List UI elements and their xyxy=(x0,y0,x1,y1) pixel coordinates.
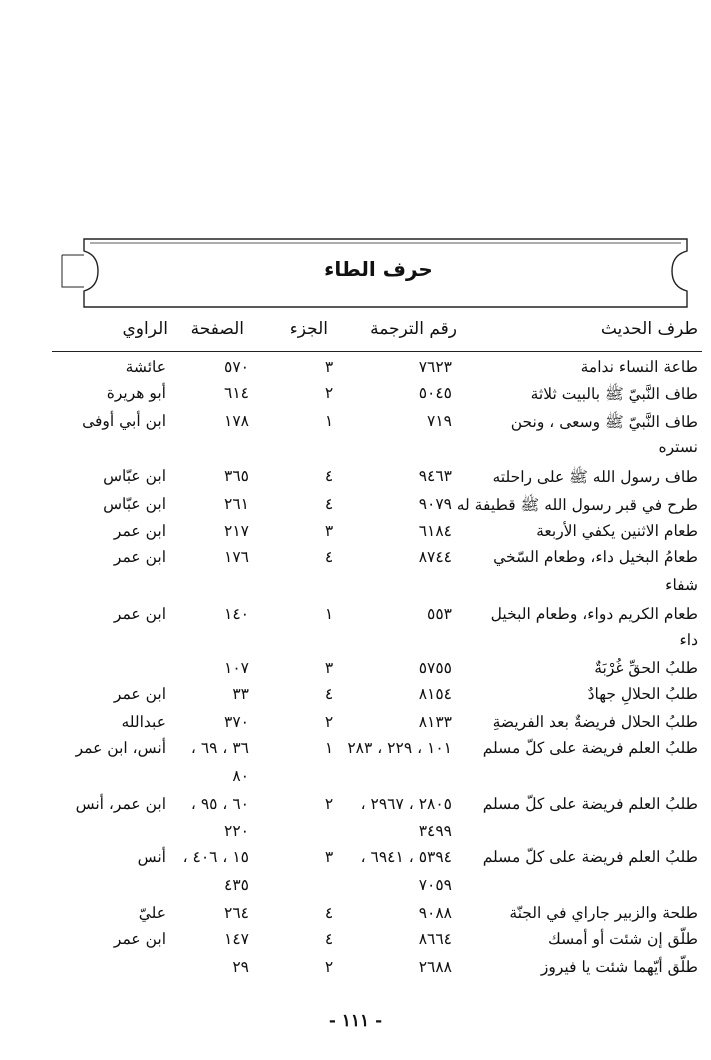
volume-number: ٤ xyxy=(324,685,334,703)
hadith-text: طعام الاثنين يكفي الأربعة xyxy=(536,522,698,540)
tarjama-number: ٩٠٧٩ xyxy=(418,495,452,513)
hadith-text-continued: داء xyxy=(679,631,698,649)
page-reference: ٢١٧ xyxy=(224,522,249,540)
narrator-name: ابن عمر، أنس xyxy=(75,795,166,813)
volume-number: ٣ xyxy=(324,659,334,677)
tarjama-number: ٧٦٢٣ xyxy=(418,358,452,376)
narrator-name: ابن عمر xyxy=(113,605,166,623)
tarjama-number: ٥٧٥٥ xyxy=(418,659,452,677)
narrator-name: ابن أبي أوفى xyxy=(82,412,166,430)
hadith-text: طلّق إن شئت أو أمسك xyxy=(548,930,698,948)
header-rule xyxy=(52,351,702,352)
volume-number: ٤ xyxy=(324,467,334,485)
page-reference: ١٧٦ xyxy=(224,548,249,566)
hadith-text: طلّق أيّهما شئت يا فيروز xyxy=(540,958,698,976)
tarjama-number: ٢٦٨٨ xyxy=(418,958,452,976)
tarjama-number: ٩٤٦٣ xyxy=(418,467,452,485)
volume-number: ٢ xyxy=(324,958,334,976)
narrator-name: ابن عبّاس xyxy=(103,495,166,513)
page-reference: ١٤٠ xyxy=(224,605,249,623)
narrator-name: ابن عمر xyxy=(113,930,166,948)
hadith-text: طعام الكريم دواء، وطعام البخيل xyxy=(490,605,698,623)
volume-number: ١ xyxy=(324,412,334,430)
header-rawi: الراوي xyxy=(122,319,168,339)
page-number: - ١١١ - xyxy=(328,1011,383,1031)
tarjama-number: ٩٠٨٨ xyxy=(418,904,452,922)
page-reference: ٣٦٥ xyxy=(224,467,249,485)
hadith-text: طلبُ الحقِّ غُرْبَةٌ xyxy=(594,659,698,677)
volume-number: ٢ xyxy=(324,795,334,813)
narrator-name: عبدالله xyxy=(121,713,166,731)
narrator-name: أنس، ابن عمر xyxy=(75,739,166,757)
tarjama-number: ٥٥٣ xyxy=(427,605,452,623)
narrator-name: ابن عبّاس xyxy=(103,467,166,485)
narrator-name: ابن عمر xyxy=(113,522,166,540)
tarjama-number: ٨١٣٣ xyxy=(418,713,452,731)
tarjama-number: ٥٣٩٤ ، ٦٩٤١ ، xyxy=(360,848,452,866)
narrator-name: عائشة xyxy=(125,358,166,376)
volume-number: ٢ xyxy=(324,384,334,402)
tarjama-number: ٨٧٤٤ xyxy=(418,548,452,566)
hadith-text: طاعة النساء ندامة xyxy=(580,358,698,376)
page-reference: ٣٧٠ xyxy=(224,713,249,731)
page-reference: ٣٣ xyxy=(232,685,249,703)
page-reference: ٣٦ ، ٦٩ ، xyxy=(190,739,249,757)
volume-number: ٣ xyxy=(324,848,334,866)
tarjama-number: ٨٦٦٤ xyxy=(418,930,452,948)
volume-number: ٤ xyxy=(324,495,334,513)
hadith-text: طرح في قبر رسول الله ﷺ قطيفة له xyxy=(456,496,698,514)
tarjama-number: ٦١٨٤ xyxy=(418,522,452,540)
header-tarjama: رقم الترجمة xyxy=(370,319,457,339)
page-reference: ١٠٧ xyxy=(224,659,249,677)
volume-number: ٤ xyxy=(324,930,334,948)
hadith-text: طلبُ العلم فريضة على كلّ مسلم xyxy=(482,848,698,866)
tarjama-number-continued: ٣٤٩٩ xyxy=(418,822,452,840)
page-reference: ١٤٧ xyxy=(224,930,249,948)
chapter-title: حرف الطاء xyxy=(324,257,433,281)
page-reference: ٦١٤ xyxy=(224,384,249,402)
narrator-name: أنس xyxy=(137,848,166,866)
hadith-text: طلحة والزبير جاراي في الجنّة xyxy=(509,904,698,922)
page-reference: ١٧٨ xyxy=(224,412,249,430)
volume-number: ١ xyxy=(324,605,334,623)
hadith-text: طاف النَّبيّ ﷺ بالبيت ثلاثة xyxy=(530,385,698,403)
tarjama-number: ٥٠٤٥ xyxy=(418,384,452,402)
volume-number: ٤ xyxy=(324,904,334,922)
hadith-text: طلبُ العلم فريضة على كلّ مسلم xyxy=(482,739,698,757)
narrator-name: عليّ xyxy=(138,904,166,922)
tarjama-number: ٢٨٠٥ ، ٢٩٦٧ ، xyxy=(360,795,452,813)
volume-number: ٣ xyxy=(324,522,334,540)
page-reference: ٢٦١ xyxy=(224,495,249,513)
narrator-name: ابن عمر xyxy=(113,685,166,703)
hadith-text: طعامُ البخيل داء، وطعام السّخي xyxy=(493,548,698,566)
page-reference-continued: ٢٢٠ xyxy=(224,822,249,840)
volume-number: ٤ xyxy=(324,548,334,566)
table-header xyxy=(52,315,700,349)
header-page: الصفحة xyxy=(190,319,244,339)
narrator-name: ابن عمر xyxy=(113,548,166,566)
hadith-text-continued: نستره xyxy=(658,438,698,456)
page-reference-continued: ٨٠ xyxy=(232,767,249,785)
volume-number: ٣ xyxy=(324,358,334,376)
header-hadith: طرف الحديث xyxy=(600,319,698,339)
volume-number: ٢ xyxy=(324,713,334,731)
page-reference: ١٥ ، ٤٠٦ ، xyxy=(182,848,249,866)
tarjama-number-continued: ٧٠٥٩ xyxy=(418,876,452,894)
hadith-text: طلبُ الحلال فريضةٌ بعد الفريضةِ xyxy=(492,713,698,731)
page-reference: ٦٠ ، ٩٥ ، xyxy=(190,795,249,813)
header-juz: الجزء xyxy=(289,319,328,339)
page-reference-continued: ٤٣٥ xyxy=(224,876,249,894)
hadith-text: طاف رسول الله ﷺ على راحلته xyxy=(492,468,698,486)
page-reference: ٥٧٠ xyxy=(224,358,249,376)
hadith-text-continued: شفاء xyxy=(665,576,698,594)
tarjama-number: ٧١٩ xyxy=(427,412,452,430)
page-reference: ٢٩ xyxy=(232,958,249,976)
page-reference: ٢٦٤ xyxy=(224,904,249,922)
volume-number: ١ xyxy=(324,739,334,757)
tarjama-number: ١٠١ ، ٢٢٩ ، ٢٨٣ xyxy=(347,739,452,757)
hadith-text: طلبُ العلم فريضة على كلّ مسلم xyxy=(482,795,698,813)
hadith-text: طاف النَّبيّ ﷺ وسعى ، ونحن xyxy=(510,413,698,431)
tarjama-number: ٨١٥٤ xyxy=(418,685,452,703)
chapter-banner xyxy=(60,233,697,313)
narrator-name: أبو هريرة xyxy=(106,384,166,402)
hadith-text: طلبُ الحلالِ جهادٌ xyxy=(587,685,698,703)
